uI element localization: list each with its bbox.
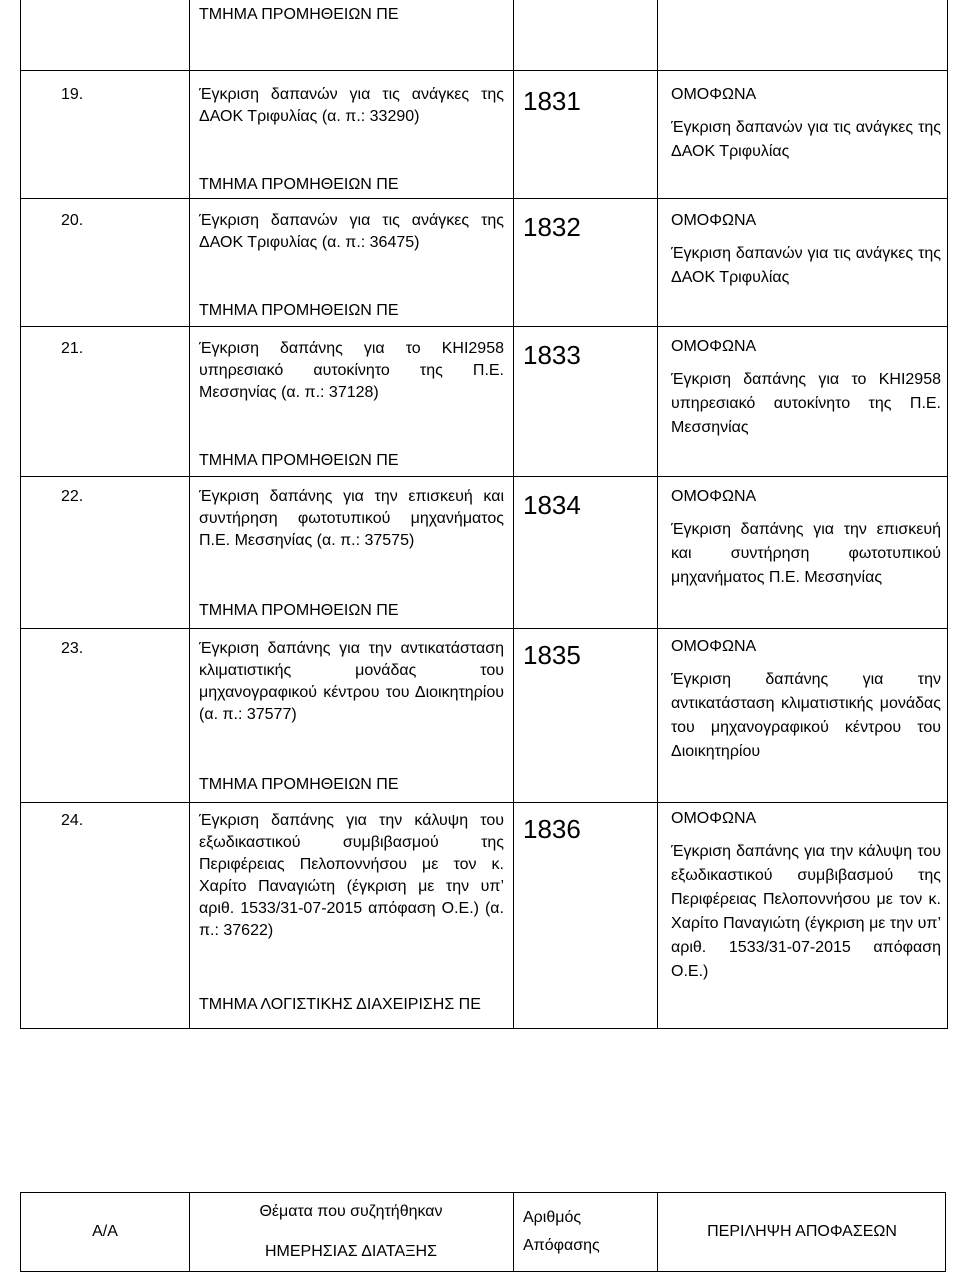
vote-result: ΟΜΟΦΩΝΑ [671,488,757,505]
row-topic: Έγκριση δαπάνης για την αντικατάσταση κλιματιστικής μονάδας του μηχανογραφικού κέντρου του Διοικητηρίου (α. π.: 37577) [199,640,504,723]
decision-number: 1834 [523,490,581,520]
row-number: 19. [61,86,84,103]
row-topic: Έγκριση δαπάνης για την επισκευή και συντήρηση φωτοτυπικού μηχανήματος Π.Ε. Μεσσηνίας (α. π.: 37575) [199,488,504,549]
vote-result: ΟΜΟΦΩΝΑ [671,810,757,827]
row-separator [21,476,947,477]
decision-number: 1835 [523,640,581,670]
row-topic: Έγκριση δαπάνης για το ΚΗΙ2958 υπηρεσιακό αυτοκίνητο της Π.Ε. Μεσσηνίας (α. π.: 37128) [199,340,504,401]
row-number: 21. [61,340,84,357]
header-topics-label: Θέματα που συζητήθηκαν [259,1203,443,1220]
row-summary [671,84,941,164]
row-department: ΤΜΗΜΑ ΛΟΓΙΣΤΙΚΗΣ ΔΙΑΧΕΙΡΙΣΗΣ ΠΕ [199,996,481,1013]
header-decision-number [523,1193,657,1271]
vote-result: ΟΜΟΦΩΝΑ [671,338,757,355]
summary-text: Έγκριση δαπανών για τις ανάγκες της ΔΑΟΚ Τριφυλίας [671,119,941,160]
header-aa [21,1193,189,1271]
row-number: 24. [61,812,84,829]
row-separator [21,326,947,327]
header-department: ΤΜΗΜΑ ΠΡΟΜΗΘΕΙΩΝ ΠΕ [199,6,399,23]
row-topic: Έγκριση δαπανών για τις ανάγκες της ΔΑΟΚ Τριφυλίας (α. π.: 36475) [199,212,504,251]
summary-text: Έγκριση δαπανών για τις ανάγκες της ΔΑΟΚ Τριφυλίας [671,245,941,286]
column-divider [657,0,658,1028]
summary-text: Έγκριση δαπάνης για την αντικατάσταση κλιματιστικής μονάδας του μηχανογραφικού κέντρου του Διοικητηρίου [671,671,941,760]
row-summary [671,336,941,440]
decision-number: 1833 [523,340,581,370]
header-aa-label: Α/Α [92,1223,118,1240]
header-agenda-label: ΗΜΕΡΗΣΙΑΣ ΔΙΑΤΑΞΗΣ [265,1243,437,1260]
decision-number: 1836 [523,814,581,844]
decision-number: 1832 [523,212,581,242]
vote-result: ΟΜΟΦΩΝΑ [671,638,757,655]
row-summary [671,636,941,764]
vote-result: ΟΜΟΦΩΝΑ [671,212,757,229]
row-department: ΤΜΗΜΑ ΠΡΟΜΗΘΕΙΩΝ ΠΕ [199,176,399,193]
summary-text: Έγκριση δαπάνης για την επισκευή και συντήρηση φωτοτυπικού μηχανήματος Π.Ε. Μεσσηνίας [671,521,941,586]
header-summary-label: ΠΕΡΙΛΗΨΗ ΑΠΟΦΑΣΕΩΝ [707,1223,897,1240]
row-summary [671,808,941,984]
header-topics [189,1193,513,1271]
row-topic: Έγκριση δαπανών για τις ανάγκες της ΔΑΟΚ Τριφυλίας (α. π.: 33290) [199,86,504,125]
row-separator [21,198,947,199]
row-separator [21,802,947,803]
row-separator [21,70,947,71]
row-summary [671,210,941,290]
row-number: 23. [61,640,84,657]
column-divider [513,1193,514,1271]
row-separator [21,628,947,629]
row-topic: Έγκριση δαπάνης για την κάλυψη του εξωδικαστικού συμβιβασμού της Περιφέρειας Πελοποννήσου με τον κ. Χαρίτο Παναγιώτη (έγκριση με την υπ’ αριθ. 1533/31-07-2015 απόφαση Ο.Ε.) (α. π.: 37622) [199,812,504,939]
column-divider [513,0,514,1028]
summary-text: Έγκριση δαπάνης για το ΚΗΙ2958 υπηρεσιακό αυτοκίνητο της Π.Ε. Μεσσηνίας [671,371,941,436]
vote-result: ΟΜΟΦΩΝΑ [671,86,757,103]
row-department: ΤΜΗΜΑ ΠΡΟΜΗΘΕΙΩΝ ΠΕ [199,602,399,619]
row-department: ΤΜΗΜΑ ΠΡΟΜΗΘΕΙΩΝ ΠΕ [199,302,399,319]
row-department: ΤΜΗΜΑ ΠΡΟΜΗΘΕΙΩΝ ΠΕ [199,776,399,793]
header-number-label: Αριθμός [523,1209,582,1226]
header-decision-label: Απόφασης [523,1237,600,1254]
decisions-table [20,0,948,1029]
header-summary [657,1193,947,1271]
column-header-row [20,1192,946,1272]
row-department: ΤΜΗΜΑ ΠΡΟΜΗΘΕΙΩΝ ΠΕ [199,452,399,469]
decision-number: 1831 [523,86,581,116]
row-number: 20. [61,212,84,229]
column-divider [189,0,190,1028]
row-summary [671,486,941,590]
row-number: 22. [61,488,84,505]
summary-text: Έγκριση δαπάνης για την κάλυψη του εξωδικαστικού συμβιβασμού της Περιφέρειας Πελοποννήσου με τον κ. Χαρίτο Παναγιώτη (έγκριση με την υπ’ αριθ. 1533/31-07-2015 απόφαση Ο.Ε.) [671,843,941,980]
